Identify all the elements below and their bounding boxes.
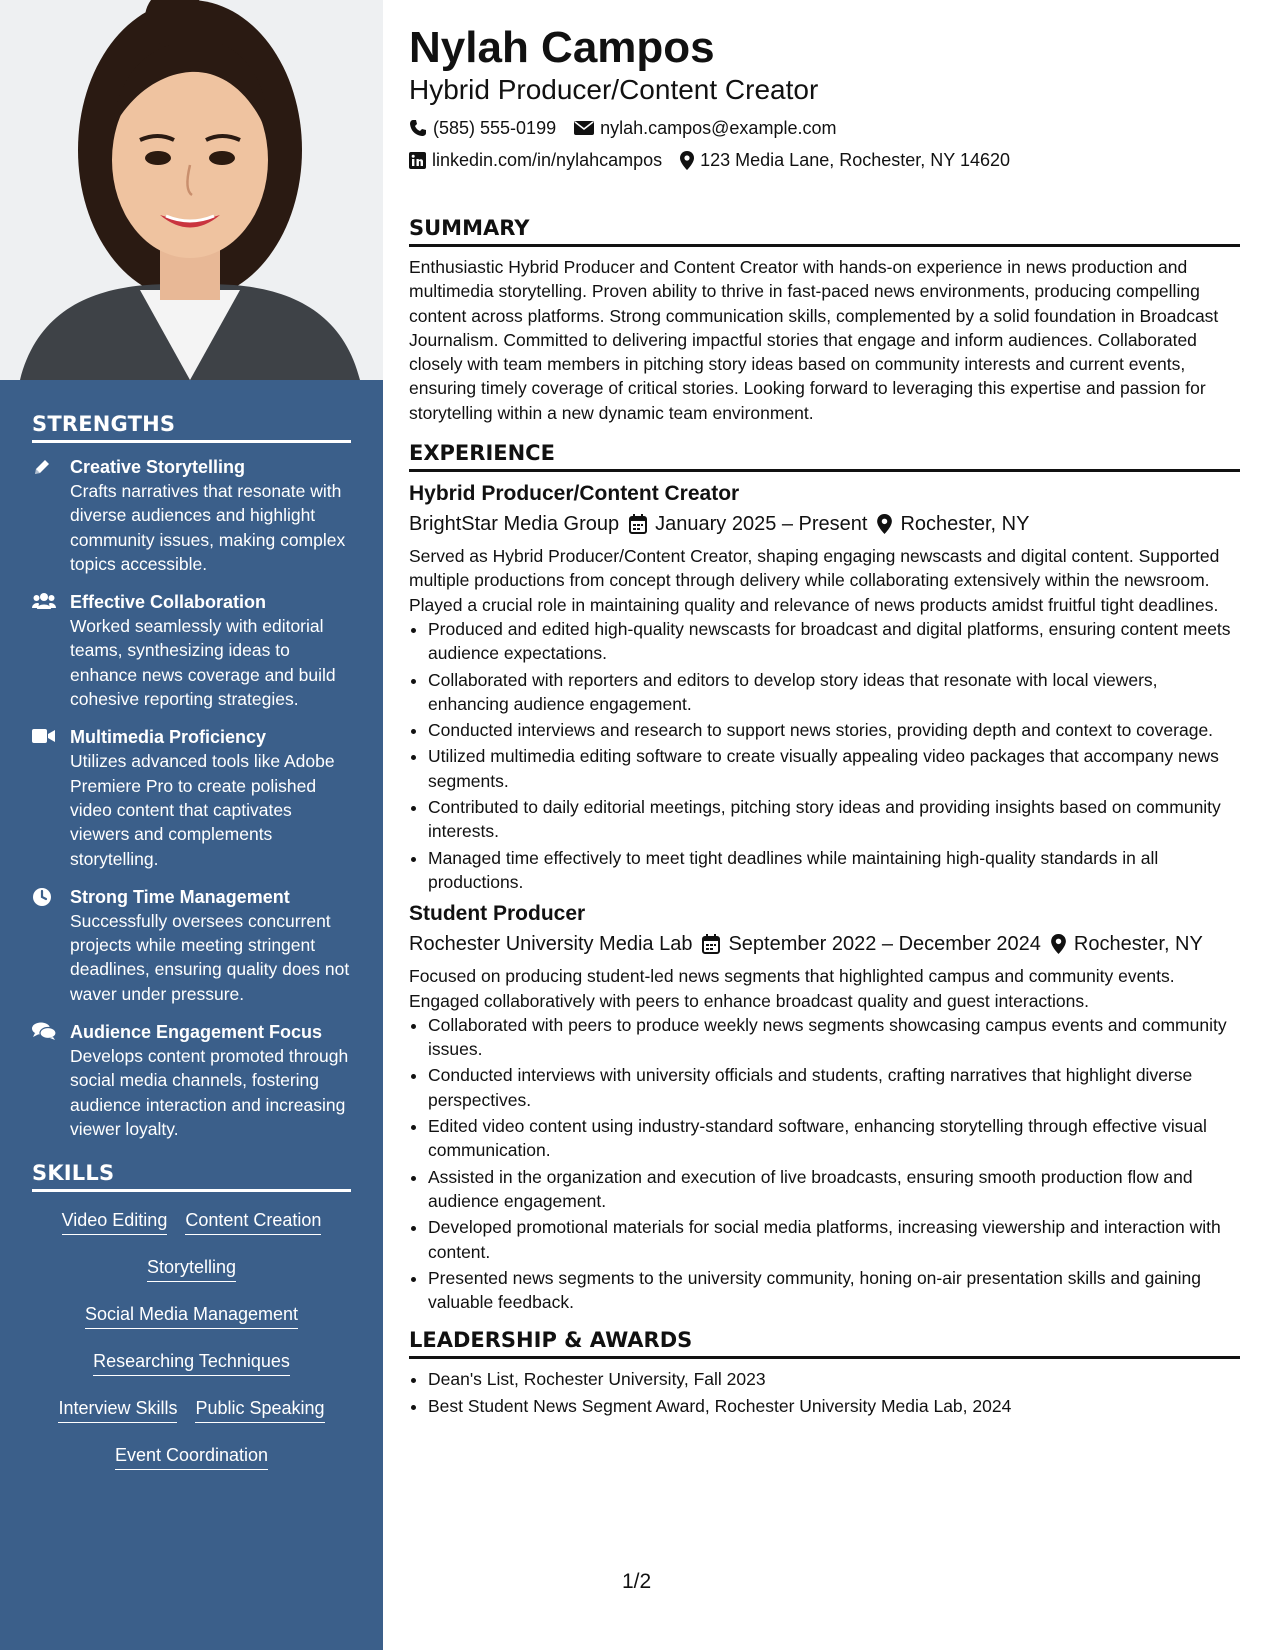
- job-description: Served as Hybrid Producer/Content Creator, shaping engaging newscasts and digital content. Supported multiple productions from concept through delivery while collaborating extensively within the newsroom. Played a crucial role in maintaining quality and relevance of news products amidst fruitful tight deadlines.: [409, 546, 1220, 615]
- contact-row: [409, 112, 1240, 144]
- contact-row: [409, 144, 1240, 176]
- candidate-name: Nylah Campos: [409, 23, 715, 72]
- list-item: • Collaborated with peers to produce weekly news segments showcasing campus events and community issues.: [428, 1013, 1240, 1062]
- pencil-icon: [32, 455, 70, 576]
- map-marker-icon: [877, 514, 892, 534]
- job-entry: [409, 900, 1240, 1314]
- address-contact: [680, 144, 1010, 176]
- calendar-icon: [629, 514, 647, 534]
- job-dates: January 2025 – Present: [655, 513, 868, 536]
- list-item: • Contributed to daily editorial meetings, pitching story ideas and providing insights based on community interests.: [428, 795, 1240, 844]
- clock-icon: [32, 885, 70, 1006]
- strength-description: Crafts narratives that resonate with diverse audiences and highlight community issues, making complex topics accessible.: [70, 481, 346, 574]
- job-company: BrightStar Media Group: [409, 513, 620, 536]
- strength-description: Develops content promoted through social media channels, fostering audience interaction and increasing viewer loyalty.: [70, 1046, 349, 1139]
- email-contact: [574, 112, 836, 144]
- list-item: • Presented news segments to the university community, honing on-air presentation skills and gaining valuable feedback.: [428, 1266, 1240, 1315]
- linkedin-contact: [409, 144, 662, 176]
- skill-tag: Public Speaking: [195, 1396, 324, 1423]
- skills-heading: SKILLS: [32, 1161, 351, 1192]
- address-text: 123 Media Lane, Rochester, NY 14620: [700, 150, 1011, 170]
- phone-icon: [409, 119, 427, 137]
- strength-title: Strong Time Management: [70, 886, 290, 907]
- sidebar: [0, 0, 383, 1650]
- strength-description: Worked seamlessly with editorial teams, synthesizing ideas to enhance news coverage and build cohesive reporting strategies.: [70, 616, 336, 710]
- strength-item: [32, 725, 351, 870]
- awards-heading: LEADERSHIP & AWARDS: [409, 1328, 1240, 1359]
- skill-tag: Content Creation: [185, 1208, 321, 1235]
- strength-title: Creative Storytelling: [70, 457, 246, 477]
- skills-list: [32, 1208, 351, 1470]
- summary-text: Enthusiastic Hybrid Producer and Content Creator with hands-on experience in news production and multimedia storytelling. Proven ability to thrive in fast-paced news environments, producing compelling content across platforms. Strong communication skills, complemented by a solid foundation in Broadcast Journalism. Committed to delivering impactful stories that engage and inform audiences. Collaborated closely with team members in pitching story ideas based on community interests and current events, ensuring timely coverage of critical stories. Looking forward to leveraging this expertise and passion for storytelling within a new dynamic team environment.: [409, 257, 1219, 423]
- strength-title: Effective Collaboration: [70, 592, 267, 613]
- job-bullets: [409, 1013, 1240, 1315]
- skill-tag: Event Coordination: [115, 1443, 268, 1470]
- strength-item: [32, 455, 351, 576]
- users-icon: [32, 590, 70, 711]
- job-location: Rochester, NY: [900, 513, 1030, 536]
- phone-text[interactable]: (585) 555-0199: [433, 118, 557, 138]
- list-item: • Dean's List, Rochester University, Fall 2023: [428, 1367, 1240, 1391]
- profile-photo: [0, 0, 383, 380]
- list-item: • Best Student News Segment Award, Rochester University Media Lab, 2024: [428, 1394, 1240, 1418]
- strength-item: [32, 590, 351, 711]
- job-entry: [409, 480, 1240, 894]
- list-item: • Managed time effectively to meet tight deadlines while maintaining high-quality standards in all productions.: [428, 846, 1240, 895]
- skill-tag: Video Editing: [62, 1208, 168, 1235]
- list-item: • Conducted interviews with university officials and students, crafting narratives that highlight diverse perspectives.: [428, 1063, 1240, 1112]
- strength-description: Successfully oversees concurrent projects while meeting stringent deadlines, ensuring quality does not waver under pressure.: [70, 910, 350, 1004]
- strength-description: Utilizes advanced tools like Adobe Premiere Pro to create polished video content that captivates viewers and complements storytelling.: [70, 751, 335, 869]
- experience-heading: EXPERIENCE: [409, 441, 1240, 472]
- envelope-icon: [574, 120, 594, 136]
- strength-item: [32, 885, 351, 1006]
- calendar-icon: [702, 934, 720, 954]
- job-title: Student Producer: [409, 902, 586, 926]
- list-item: • Collaborated with reporters and editors to develop story ideas that resonate with local viewers, enhancing audience engagement.: [428, 668, 1240, 717]
- list-item: • Utilized multimedia editing software to create visually appealing video packages that accompany news segments.: [428, 744, 1240, 793]
- job-meta: [409, 508, 1240, 540]
- skill-tag: Storytelling: [147, 1255, 236, 1282]
- page-number: 1/2: [622, 1570, 652, 1593]
- list-item: • Edited video content using industry-standard software, enhancing storytelling through effective visual communication.: [428, 1114, 1240, 1163]
- summary-heading: SUMMARY: [409, 216, 1240, 247]
- candidate-title: Hybrid Producer/Content Creator: [409, 74, 819, 105]
- strength-title: Multimedia Proficiency: [70, 727, 267, 748]
- map-marker-icon: [1051, 934, 1066, 954]
- list-item: • Produced and edited high-quality newscasts for broadcast and digital platforms, ensuring content meets audience expectations.: [428, 617, 1240, 666]
- job-bullets: [409, 617, 1240, 894]
- phone-contact: [409, 112, 556, 144]
- email-link[interactable]: nylah.campos@example.com: [600, 118, 837, 138]
- job-meta: [409, 928, 1240, 960]
- list-item: • Assisted in the organization and execution of live broadcasts, ensuring smooth production flow and audience engagement.: [428, 1165, 1240, 1214]
- list-item: • Developed promotional materials for social media platforms, increasing viewership and interaction with content.: [428, 1215, 1240, 1264]
- strength-title: Audience Engagement Focus: [70, 1022, 323, 1043]
- skill-tag: Researching Techniques: [93, 1349, 290, 1376]
- skill-tag: Interview Skills: [58, 1396, 177, 1423]
- list-item: • Conducted interviews and research to support news stories, providing depth and context to coverage.: [428, 718, 1240, 742]
- awards-list: [409, 1367, 1240, 1418]
- job-company: Rochester University Media Lab: [409, 933, 693, 956]
- job-title: Hybrid Producer/Content Creator: [409, 482, 740, 506]
- sidebar-content: [32, 412, 351, 1490]
- job-dates: September 2022 – December 2024: [728, 933, 1041, 956]
- map-marker-icon: [680, 151, 694, 170]
- skill-tag: Social Media Management: [85, 1302, 298, 1329]
- job-location: Rochester, NY: [1073, 933, 1203, 956]
- video-camera-icon: [32, 725, 70, 870]
- strengths-heading: STRENGTHS: [32, 412, 351, 443]
- job-description: Focused on producing student-led news segments that highlighted campus and community events. Engaged collaboratively with peers to enhance broadcast quality and guest interactions.: [409, 966, 1175, 1011]
- strength-item: [32, 1020, 351, 1141]
- linkedin-link[interactable]: linkedin.com/in/nylahcampos: [432, 150, 663, 170]
- comments-icon: [32, 1020, 70, 1141]
- linkedin-icon: [409, 152, 426, 169]
- main-content: [409, 22, 1240, 1424]
